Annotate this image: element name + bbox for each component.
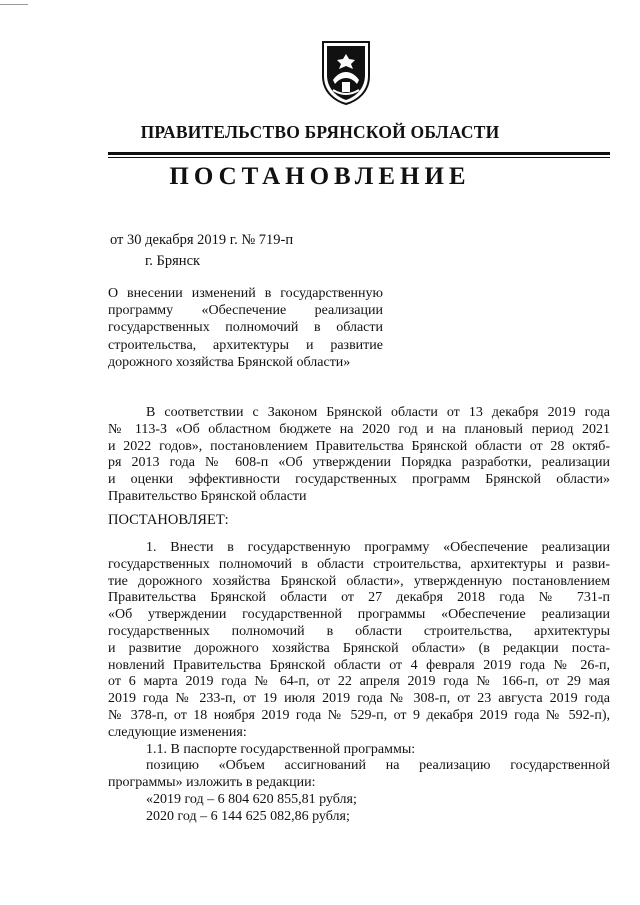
government-title: ПРАВИТЕЛЬСТВО БРЯНСКОЙ ОБЛАСТИ <box>140 122 500 142</box>
subject-line: О внесении изменений в государственную <box>108 286 383 301</box>
header-rule-thick <box>108 152 610 155</box>
date-and-number: от 30 декабря 2019 г. № 719-п <box>110 232 294 248</box>
text-line: тие дорожного хозяйства Брянской области», утвержденную постановлением <box>108 573 610 589</box>
text-line: и развитие дорожного хозяйства Брянской области» (в редакции поста- <box>108 640 610 656</box>
text-line: № 113-З «Об областном бюджете на 2020 год и на плановый период 2021 <box>108 421 610 437</box>
text-line: 2020 год – 6 144 625 082,86 рубля; <box>146 808 350 824</box>
text-line: Правительства Брянской области от 27 декабря 2018 года № 731-п <box>108 590 610 606</box>
subject-line: строительства, архитектуры и развитие <box>108 337 383 353</box>
scan-mark <box>0 4 28 5</box>
text-line: и 2022 годов», постановлением Правительства Брянской области от 28 октяб- <box>108 438 610 454</box>
text-line: 2019 года № 233-п, от 19 июля 2019 года № 308-п, от 23 августа 2019 года <box>108 691 610 707</box>
decree-word: ПОСТАНОВЛЯЕТ: <box>108 512 229 528</box>
text-line: Правительство Брянской области <box>108 488 307 504</box>
text-line: позицию «Объем ассигнований на реализацию государственной <box>146 758 610 774</box>
subject-block <box>108 285 383 371</box>
text-line: и оценки эффективности государственных программ Брянской области» <box>108 472 610 488</box>
text-line: В соответствии с Законом Брянской области от 13 декабря 2019 года <box>146 405 610 420</box>
coat-of-arms-icon <box>319 38 373 106</box>
text-line: государственных полномочий в области строительства, архитектуры <box>108 623 610 639</box>
document-type-title: ПОСТАНОВЛЕНИЕ <box>169 163 471 190</box>
subject-line: государственных полномочий в области <box>108 320 383 336</box>
text-line: 1. Внести в государственную программу «Обеспечение реализации <box>146 540 610 555</box>
text-line: № 378-п, от 18 ноября 2019 года № 529-п, от 9 декабря 2019 года № 592-п), <box>108 707 610 723</box>
text-line: ря 2013 года № 608-п «Об утверждении Порядка разработки, реализации <box>108 455 610 471</box>
text-line: от 6 марта 2019 года № 64-п, от 22 апреля 2019 года № 166-п, от 29 мая <box>108 674 610 690</box>
text-line: новлений Правительства Брянской области от 4 февраля 2019 года № 26-п, <box>108 657 610 673</box>
header-rule-thin <box>108 157 610 158</box>
text-line: «Об утверждении государственной программы «Обеспечение реализации <box>108 607 610 623</box>
text-line: государственных полномочий в области строительства, архитектуры и разви- <box>108 556 610 572</box>
subject-line: программу «Обеспечение реализации <box>108 303 383 319</box>
subject-line: дорожного хозяйства Брянской области» <box>108 354 351 370</box>
text-line: программы» изложить в редакции: <box>108 775 316 791</box>
text-line: следующие изменения: <box>108 724 247 740</box>
city: г. Брянск <box>145 253 201 269</box>
text-line: «2019 год – 6 804 620 855,81 рубля; <box>146 791 357 807</box>
text-line: 1.1. В паспорте государственной программы: <box>146 741 416 757</box>
preamble-paragraph <box>108 405 610 506</box>
item-paragraphs <box>108 540 610 826</box>
